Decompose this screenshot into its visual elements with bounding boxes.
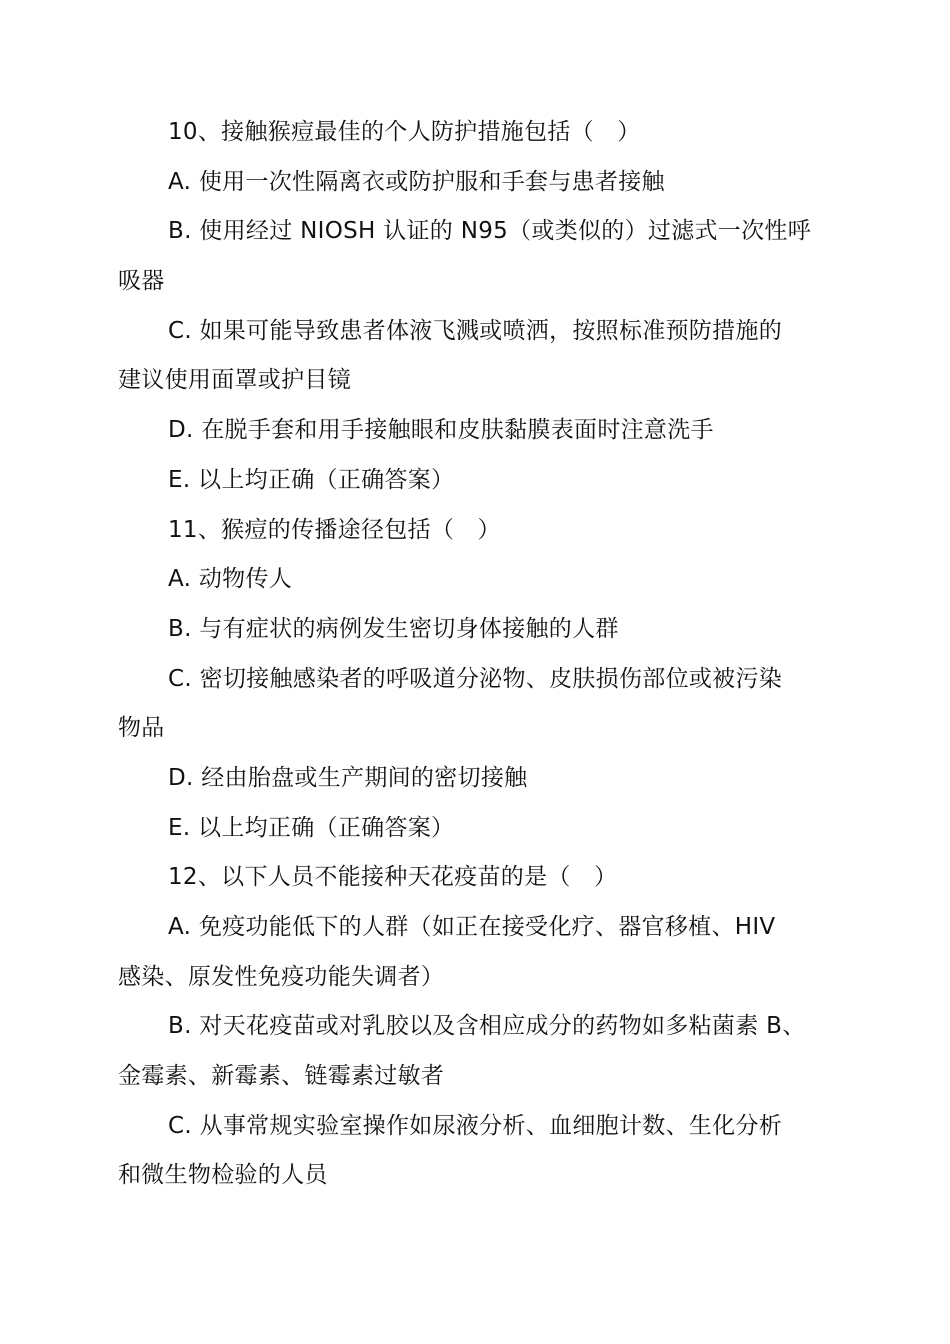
question-10-option-c: C. 如果可能导致患者体液飞溅或喷洒，按照标准预防措施的 [168,317,783,344]
question-10-option-d: D. 在脱手套和用手接触眼和皮肤黏膜表面时注意洗手 [168,417,714,444]
question-list [118,108,848,1201]
question-12-option-c-continued: 和微生物检验的人员 [118,1162,328,1189]
question-12-stem: 12、以下人员不能接种天花疫苗的是（ ） [168,864,618,891]
question-11-stem: 11、猴痘的传播途径包括（ ） [168,516,501,543]
question-12-option-a-continued: 感染、原发性免疫功能失调者） [118,963,445,990]
question-12-option-b: B. 对天花疫苗或对乳胶以及含相应成分的药物如多粘菌素 B、 [168,1013,806,1040]
question-10-option-b: B. 使用经过 NIOSH 认证的 N95（或类似的）过滤式一次性呼 [168,218,811,245]
question-11-option-c-continued: 物品 [118,715,165,742]
question-10-option-b-continued: 吸器 [118,268,165,295]
question-10-stem: 10、接触猴痘最佳的个人防护措施包括（ ） [168,119,641,145]
question-11-option-c: C. 密切接触感染者的呼吸道分泌物、皮肤损伤部位或被污染 [168,665,783,692]
question-11-option-b: B. 与有症状的病例发生密切身体接触的人群 [168,615,619,642]
question-10-option-a: A. 使用一次性隔离衣或防护服和手套与患者接触 [168,168,665,195]
question-12-option-a: A. 免疫功能低下的人群（如正在接受化疗、器官移植、HIV [168,914,776,940]
question-10-option-e: E. 以上均正确（正确答案） [168,466,455,493]
question-11-option-a: A. 动物传人 [168,566,293,593]
question-12-option-b-continued: 金霉素、新霉素、链霉素过敏者 [118,1063,445,1090]
question-11-option-e: E. 以上均正确（正确答案） [168,814,455,841]
question-11-option-d: D. 经由胎盘或生产期间的密切接触 [168,764,528,791]
question-12-option-c: C. 从事常规实验室操作如尿液分析、血细胞计数、生化分析 [168,1112,783,1139]
question-10-option-c-continued: 建议使用面罩或护目镜 [118,367,351,394]
